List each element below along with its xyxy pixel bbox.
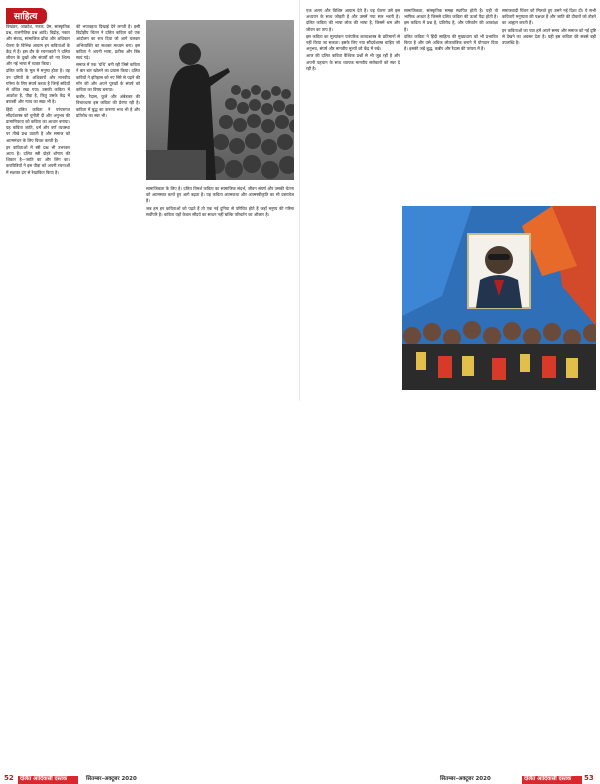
- paragraph: जब हम इन कविताओं को पढ़ते हैं तो एक नई दुनिया से परिचित होते हैं जहाँ मनुष्य की गरिमा सर्वोपरि है। कविता यहाँ केवल सौंदर्य का साधन नहीं बल्कि परिवर्तन का औजार है।: [146, 205, 294, 217]
- paragraph: दलित कवि के मूल में मनुष्य होता है। वह उन दमितों के अधिकारों और मानवीय गरिमा के लिए संघर्ष करता है जिन्हें सदियों से वंचित रखा गया। उसकी कविता में आक्रोश है, पीड़ा है, किंतु उसके केंद्र में बराबरी और न्याय का स्वप्न भी है।: [6, 68, 70, 105]
- paragraph: सामाजिकता, सांस्कृतिक समझ स्थापित होती है। यही वो भाषिक आधार है जिससे दलित कविता की ऊर्जा पैदा होती है। इस कविता में प्रश्न है, प्रतिरोध है, और परिवर्तन की आकांक्षा है।: [404, 8, 498, 32]
- paragraph: विखंडन, आक्रोश, नकार, प्रेम, सांस्कृतिक प्रश्न, राजनीतिक प्रश्न आदि। विद्रोह, नकार और संवाद, सामाजिक ढाँचा और अधिकार चेतना के विभिन्न आयाम इन कविताओं के केंद्र में हैं। इस दौर के रचनाकारों ने दलित जीवन के दुखों और संघर्षों को नए शिल्प और नई भाषा में व्यक्त किया।: [6, 24, 70, 67]
- right-page-number: 53: [584, 774, 594, 782]
- left-page: [0, 0, 300, 401]
- paragraph: इन कविताओं में स्त्री प्रश्न भी उभरकर आता है। दलित स्त्री दोहरे शोषण की शिकार है—जाति का और लिंग का। कवयित्रियों ने इस पीड़ा को अपनी रचनाओं में सशक्त ढंग से रेखांकित किया है।: [6, 144, 70, 175]
- paragraph: समाजवादी चिंतन को मिलाते हुए उसने नई दिशा दी। ये सभी कविताएँ मनुष्यता की पक्षधर हैं और जाति की दीवारों को तोड़ने का आह्वान करती हैं।: [502, 8, 596, 26]
- left-magazine-name: दलित आदिवासी दस्तक: [20, 776, 68, 782]
- paragraph: सामाजिकता के लिए है। दलित विमर्श कविता का सामाजिक संदर्भ, जीवन संघर्ष और उसकी चेतना को आत्मसात करते हुए आगे बढ़ता है। यह कविता आत्मकथा और आत्मस्वीकृति का भी दस्तावेज है।: [146, 186, 294, 204]
- page-footer: [0, 385, 600, 782]
- right-issue-label: सितम्बर–अक्टूबर 2020: [440, 776, 491, 782]
- left-column-2: [76, 24, 140, 384]
- paragraph: आज की दलित कविता वैश्विक प्रश्नों से भी जुड़ रही है और अपनी पहचान के साथ व्यापक मानवीय सरोकारों को स्वर दे रही है।: [306, 53, 400, 71]
- section-tag: साहित्य: [6, 8, 47, 24]
- paragraph: की भयावहता दिखाई देने लगती है। इसी विद्रोहीय चिंतन ने दलित कविता को एक आंदोलन का रूप दिया जो आगे चलकर अभिव्यक्ति का सशक्त माध्यम बना। इस कविता ने अपनी भाषा, प्रतीक और बिंब स्वयं गढ़े।: [76, 24, 140, 61]
- paragraph: कबीर, रैदास, फुले और अंबेडकर की विचारधारा इस कविता की प्रेरणा रही है। कविता में बुद्ध का करुणा भाव भी है और प्रतिरोध का स्वर भी।: [76, 94, 140, 118]
- left-column-1: [6, 24, 70, 384]
- left-issue-label: सितम्बर–अक्टूबर 2020: [86, 776, 137, 782]
- paragraph: इन कविताओं का पाठ हमें अपने समय और समाज को नई दृष्टि से देखने का अवसर देता है। यही इस कविता की सबसे बड़ी उपलब्धि है।: [502, 27, 596, 46]
- ambedkar-portrait-rally-photo: [402, 206, 596, 390]
- right-column-1: [306, 8, 400, 384]
- left-column-3: [146, 186, 294, 384]
- right-magazine-name: दलित आदिवासी दस्तक: [524, 776, 572, 782]
- speaker-addressing-crowd-photo: [146, 20, 294, 180]
- paragraph: समाज में एक ‘ग्रंथि’ बनी रही जिसे कविता ने बार बार खोलने का प्रयास किया। दलित कवियों ने इतिहास को नए सिरे से पढ़ने की माँग की और अपने पुरखों के संघर्ष को कविता का विषय बनाया।: [76, 62, 140, 93]
- right-column-2: [404, 8, 498, 198]
- paragraph: हिंदी दलित कविता ने परंपरागत सौंदर्यशास्त्र को चुनौती दी और अनुभव की प्रामाणिकता को कविता का आधार बनाया। यह कविता जाति, धर्म और वर्ण व्यवस्था पर तीखे प्रश्न उठाती है और समाज को आत्ममंथन के लिए विवश करती है।: [6, 106, 70, 143]
- paragraph: इस कविता का मूल्यांकन पारंपरिक काव्यशास्त्र के प्रतिमानों से नहीं किया जा सकता। इसके लिए नया सौंदर्यशास्त्र चाहिए जो अनुभव, संघर्ष और मानवीय मूल्यों को केंद्र में रखे।: [306, 33, 400, 52]
- paragraph: दलित कविता ने हिंदी साहित्य की मुख्यधारा को भी प्रभावित किया है और उसे अधिक लोकतांत्रिक बनाने में योगदान दिया है। इसकी जड़ें बुद्ध, कबीर और रैदास की परंपरा में हैं।: [404, 33, 498, 52]
- paragraph: एक अलग और विशिष्ट आयाम देते हैं। यह चेतना उसे इस अध्ययन के साथ जोड़ती है और उसमें नया स्वर भरती है। दलित कविता की भाषा लोक की भाषा है, जिसमें श्रम और जीवन का ताप है।: [306, 8, 400, 32]
- left-page-number: 52: [4, 774, 14, 782]
- right-column-3: [502, 8, 596, 198]
